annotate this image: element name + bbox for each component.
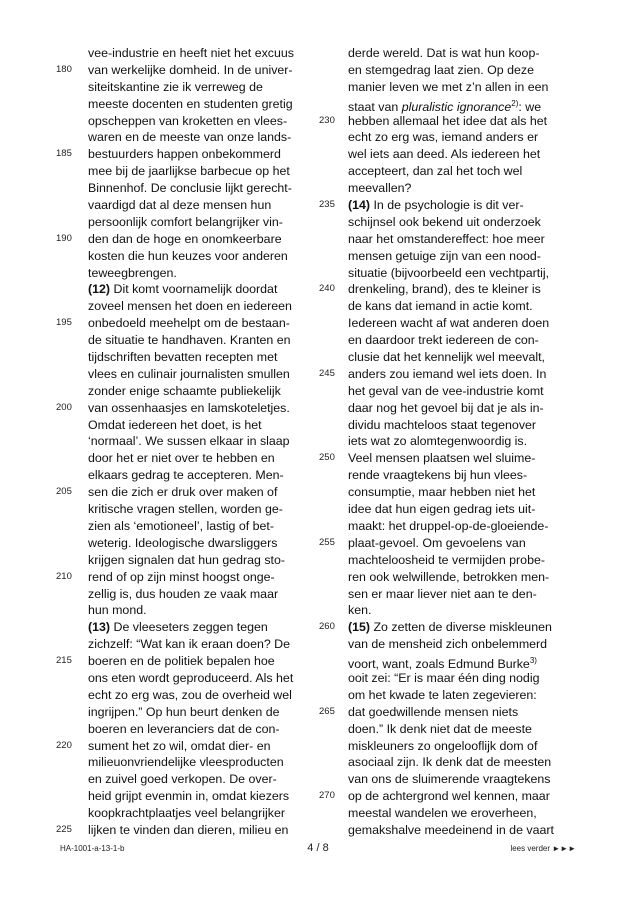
text-line [348, 822, 600, 839]
line-number: 205 [56, 486, 72, 498]
text-line [348, 349, 600, 366]
line-text: doen.” Ik denk niet dat de meeste [348, 721, 532, 736]
text-line [88, 214, 340, 231]
line-text: de situatie te handhaven. Kranten en [88, 333, 291, 348]
text-line [319, 788, 600, 805]
line-number: 210 [56, 570, 72, 582]
text-line [348, 315, 600, 332]
text-line [348, 670, 600, 687]
line-number: 270 [319, 790, 335, 802]
text-line [348, 771, 600, 788]
text-line [348, 501, 600, 518]
line-text: teweegbrengen. [88, 265, 177, 280]
text-line [88, 687, 340, 704]
line-number: 235 [319, 199, 335, 211]
footnote-marker: 2) [511, 98, 519, 108]
text-line [88, 197, 340, 214]
line-text: ken. [348, 603, 372, 618]
text-line [88, 467, 340, 484]
line-text: zonder enige schaamte publiekelijk [88, 383, 281, 398]
text-line [348, 586, 600, 603]
line-text: vee-industrie en heeft niet het excuus [88, 46, 294, 60]
text-line [88, 450, 340, 467]
line-text: zoveel mensen het doen en iedereen [88, 299, 292, 314]
line-text: Omdat iedereen het doet, is het [88, 417, 262, 432]
line-text: elkaars gedrag te accepteren. Men- [88, 468, 284, 483]
line-number: 225 [56, 823, 72, 835]
line-text: naar het omstandereffect: hoe meer [348, 231, 545, 246]
line-text: anders zou iemand wel iets doen. In [348, 366, 547, 381]
text-line [88, 366, 340, 383]
line-text: derde wereld. Dat is wat hun koop- [348, 46, 540, 60]
text-line [56, 653, 340, 670]
line-text: clusie dat het kennelijk wel meevalt, [348, 350, 545, 365]
text-line [348, 602, 600, 619]
line-text: ren ook welwillende, betrokken men- [348, 569, 550, 584]
line-text: zichzelf: “Wat kan ik eraan doen? De [88, 637, 291, 652]
line-text: maakt: het druppel-op-de-gloeiende- [348, 518, 549, 533]
text-line [88, 636, 340, 653]
text-line [348, 62, 600, 79]
paragraph-number: (12) [88, 282, 111, 297]
line-text: koopkrachtplaatjes veel belangrijker [88, 806, 285, 821]
line-text: Dit komt voornamelijk doordat [110, 282, 278, 297]
line-text: daar nog het gevoel bij dat je als in- [348, 400, 544, 415]
text-line [348, 653, 600, 670]
text-line [348, 721, 600, 738]
text-line [348, 265, 600, 282]
line-text: dividu machteloos staat tegenover [348, 417, 537, 432]
text-line [348, 569, 600, 586]
text-line [348, 400, 600, 417]
line-text: miskleuners zo ongelooflijk dom of [348, 738, 538, 753]
text-line [88, 417, 340, 434]
text-line [348, 298, 600, 315]
paragraph-number: (14) [348, 198, 371, 213]
line-text: Veel mensen plaatsen wel sluime- [348, 451, 536, 466]
text-line [348, 383, 600, 400]
line-text: iets wat zo alomtegenwoordig is. [348, 434, 528, 449]
right-column [319, 45, 600, 839]
line-text: zellig is, dus houden ze vaak maar [88, 586, 279, 601]
line-text: door het er niet over te hebben en [88, 451, 275, 466]
text-line [348, 214, 600, 231]
line-text: milieuonvriendelijke vleesproducten [88, 755, 284, 770]
line-text: krijgen signalen dat hun gedrag sto- [88, 552, 286, 567]
text-line [88, 248, 340, 265]
line-text: staat van [348, 99, 402, 114]
line-text: schijnsel ook bekend uit onderzoek [348, 214, 541, 229]
line-text: Iedereen wacht af wat anderen doen [348, 316, 550, 331]
text-line [56, 62, 340, 79]
text-line [88, 501, 340, 518]
line-number: 215 [56, 655, 72, 667]
text-line [319, 619, 600, 636]
line-text: zien als ‘emotioneel’, lastig of bet- [88, 518, 274, 533]
text-line [88, 788, 340, 805]
line-text: situatie (bijvoorbeeld een vechtpartij, [348, 265, 550, 280]
line-text: idee dat hun eigen gedrag iets uit- [348, 502, 536, 517]
line-text: onbedoeld meehelpt om de bestaan- [88, 316, 290, 331]
text-line [348, 248, 600, 265]
text-line [348, 738, 600, 755]
line-text: op de achtergrond wel kennen, maar [348, 789, 550, 804]
text-line [319, 704, 600, 721]
line-text: den dan de hoge en onomkeerbare [88, 231, 282, 246]
line-number: 255 [319, 536, 335, 548]
line-text: weterig. Ideologische dwarsliggers [88, 535, 278, 550]
line-text: mee bij de jaarlijkse barbecue op het [88, 164, 290, 179]
line-text: meevallen? [348, 181, 412, 196]
text-line [348, 636, 600, 653]
line-text: siteitskantine zie ik verreweg de [88, 79, 263, 94]
text-line [88, 265, 340, 282]
line-number: 250 [319, 452, 335, 464]
text-line [88, 518, 340, 535]
text-line [348, 180, 600, 197]
line-text: ingrijpen.” Op hun beurt denken de [88, 704, 280, 719]
text-line [348, 163, 600, 180]
text-line [88, 552, 340, 569]
line-text: van werkelijke domheid. In de univer- [88, 62, 293, 77]
text-line [56, 146, 340, 163]
text-line [88, 704, 340, 721]
text-line [88, 113, 340, 130]
line-text: mensen getuige zijn van een nood- [348, 248, 541, 263]
text-line [88, 535, 340, 552]
line-text-after: : we [518, 99, 542, 114]
line-text: sument het zo wil, omdat dier- en [88, 738, 271, 753]
line-text: ons eten wordt geproduceerd. Als het [88, 670, 294, 685]
line-text: boeren en leveranciers dat de con- [88, 721, 280, 736]
line-text: en stemgedrag laat zien. Op deze [348, 62, 534, 77]
line-text: kosten die hun keuzes voor anderen [88, 248, 288, 263]
line-text: rend of op zijn minst hoogst onge- [88, 569, 275, 584]
line-text: Zo zetten de diverse miskleunen [370, 620, 552, 635]
text-line [319, 113, 600, 130]
text-line [88, 721, 340, 738]
text-line [56, 400, 340, 417]
exam-code: HA-1001-a-13-1-b [60, 844, 125, 853]
text-line [348, 96, 600, 113]
line-text: machteloosheid te vermijden probe- [348, 552, 545, 567]
line-text: gemakshalve meedeinend in de vaart [348, 822, 554, 837]
text-line [88, 602, 340, 619]
text-line [56, 231, 340, 248]
line-text: meeste docenten en studenten gretig [88, 96, 293, 111]
text-line [88, 45, 340, 62]
text-line [88, 433, 340, 450]
text-line [348, 79, 600, 96]
text-line [348, 417, 600, 434]
text-line [348, 484, 600, 501]
line-text: persoonlijk comfort belangrijker vin- [88, 214, 283, 229]
line-text: asociaal zijn. Ik denk dat de meesten [348, 755, 552, 770]
line-text: manier leven we met z’n allen in een [348, 79, 549, 94]
text-line [348, 805, 600, 822]
text-line [88, 754, 340, 771]
line-text: heid grijpt evenmin in, omdat kiezers [88, 789, 290, 804]
line-text: vaardigd dat al deze mensen hun [88, 198, 272, 213]
line-number: 180 [56, 63, 72, 75]
text-line [88, 163, 340, 180]
line-text: In de psychologie is dit ver- [370, 198, 524, 213]
text-line [348, 433, 600, 450]
text-line [88, 349, 340, 366]
line-text: rende vraagtekens bij hun vlees- [348, 468, 528, 483]
text-line [348, 129, 600, 146]
line-text: van ons de sluimerende vraagtekens [348, 772, 551, 787]
line-number: 190 [56, 232, 72, 244]
text-line [88, 281, 340, 298]
line-text: en zuivel goed verkopen. De over- [88, 772, 277, 787]
text-line [319, 281, 600, 298]
text-line [88, 180, 340, 197]
text-line [319, 366, 600, 383]
text-line [88, 619, 340, 636]
text-line [88, 670, 340, 687]
line-text: ‘normaal’. We sussen elkaar in slaap [88, 434, 290, 449]
text-line [348, 687, 600, 704]
text-line [56, 738, 340, 755]
line-text: ooit zei: “Er is maar één ding nodig [348, 670, 540, 685]
text-line [88, 79, 340, 96]
text-line [88, 586, 340, 603]
text-line [56, 569, 340, 586]
line-text: accepteert, dan zal het toch wel [348, 164, 523, 179]
text-line [88, 771, 340, 788]
line-text: consumptie, maar hebben niet het [348, 485, 536, 500]
line-number: 245 [319, 367, 335, 379]
text-line [88, 332, 340, 349]
line-text: echt zo erg was, iemand anders er [348, 130, 539, 145]
line-text: wel iets aan deed. Als iedereen het [348, 147, 541, 162]
line-text: om het kwade te laten zegevieren: [348, 687, 537, 702]
line-number: 240 [319, 283, 335, 295]
line-number: 220 [56, 739, 72, 751]
text-line [348, 518, 600, 535]
line-text: vlees en culinair journalisten smullen [88, 366, 290, 381]
text-line [348, 467, 600, 484]
text-line [88, 96, 340, 113]
line-number: 185 [56, 148, 72, 160]
text-line [348, 146, 600, 163]
text-line [319, 450, 600, 467]
line-text: Binnenhof. De conclusie lijkt gerecht- [88, 181, 292, 196]
line-text: van de mensheid zich onbelemmerd [348, 637, 548, 652]
line-text: drenkeling, brand), des te kleiner is [348, 282, 541, 297]
line-text: hun mond. [88, 603, 147, 618]
text-line [56, 315, 340, 332]
line-text: dat goedwillende mensen niets [348, 704, 519, 719]
line-text: tijdschriften bevatten recepten met [88, 350, 278, 365]
line-number: 260 [319, 621, 335, 633]
next-page-indicator: lees verder ►►► [510, 844, 576, 853]
line-text: De vleeseters zeggen tegen [110, 620, 268, 635]
text-line [348, 754, 600, 771]
line-text: voort, want, zoals Edmund Burke [348, 657, 530, 672]
text-line [88, 129, 340, 146]
footnote-marker: 3) [529, 656, 537, 666]
line-text: kritische vragen stellen, worden ge- [88, 502, 283, 517]
paragraph-number: (15) [348, 620, 371, 635]
text-line [88, 805, 340, 822]
line-text: echt zo erg was, zou de overheid wel [88, 687, 292, 702]
page-number: 4 / 8 [307, 842, 329, 854]
left-column [56, 45, 340, 839]
line-text: bestuurders happen onbekommerd [88, 147, 281, 162]
line-text: het geval van de vee-industrie komt [348, 383, 544, 398]
italic-term: pluralistic ignorance [401, 99, 512, 114]
text-line [348, 45, 600, 62]
line-text: plaat-gevoel. Om gevoelens van [348, 535, 526, 550]
line-text: waren en de meeste van onze lands- [88, 130, 292, 145]
line-number: 195 [56, 317, 72, 329]
text-line [348, 332, 600, 349]
text-line [56, 822, 340, 839]
line-number: 230 [319, 114, 335, 126]
line-number: 265 [319, 705, 335, 717]
line-text: opscheppen van kroketten en vlees- [88, 113, 288, 128]
text-line [88, 383, 340, 400]
line-number: 200 [56, 401, 72, 413]
line-text: sen er maar liever niet aan te den- [348, 586, 537, 601]
text-line [319, 197, 600, 214]
line-text: van ossenhaasjes en lamskoteletjes. [88, 400, 290, 415]
text-line [319, 535, 600, 552]
line-text: lijken te vinden dan dieren, milieu en [88, 822, 289, 837]
text-line [348, 552, 600, 569]
line-text: de kans dat iemand in actie komt. [348, 299, 533, 314]
text-line [56, 484, 340, 501]
text-line [88, 298, 340, 315]
paragraph-number: (13) [88, 620, 111, 635]
line-text: meestal wandelen we eroverheen, [348, 806, 537, 821]
line-text: sen die zich er druk over maken of [88, 485, 278, 500]
text-line [348, 231, 600, 248]
line-text: hebben allemaal het idee dat als het [348, 113, 548, 128]
line-text: en daardoor trekt iedereen de con- [348, 333, 539, 348]
line-text: boeren en de politiek bepalen hoe [88, 654, 275, 669]
